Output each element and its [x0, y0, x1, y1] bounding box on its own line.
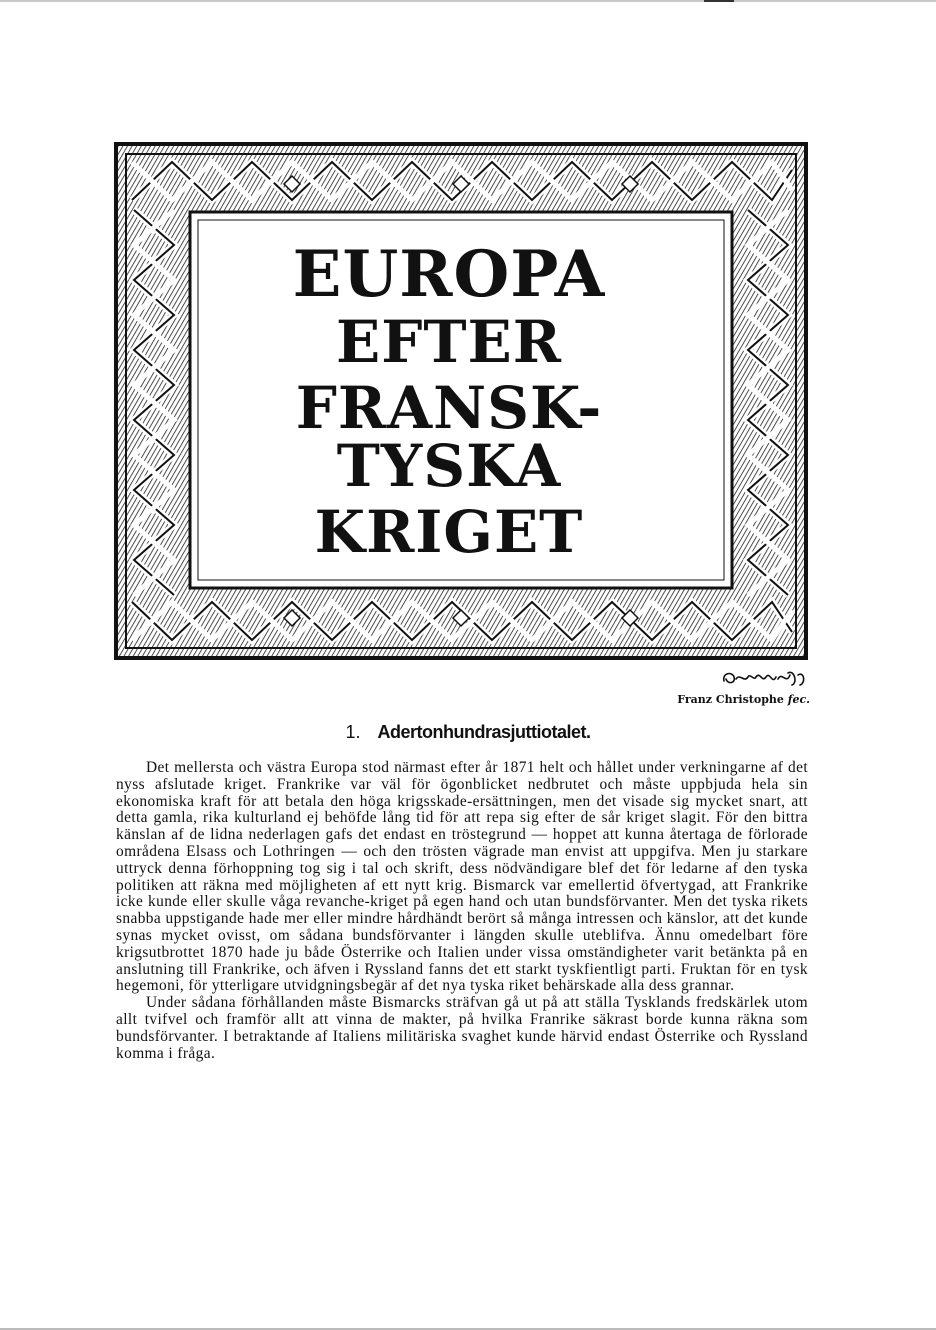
body-text — [116, 760, 808, 1062]
paragraph-1: Det mellersta och västra Europa stod närmast efter år 1871 helt och hållet under verkningarne af det nyss afslutade kriget. Frankrike var väl för ögonblicket nedbrutet och måste uppbjuda hela sin ekonomiska kraft för att betala den höga krigsskade-ersättningen, men det visade sig mycket snart, att detta gamla, rika kulturland ej behöfde lång tid för att repa sig efter de sår kriget slagit. För den bittra känslan af de lidna nederlagen gafs det endast en tröstegrund — hoppet att kunna återtaga de förlorade områdena Elsass och Lothringen — och den trösten vägrade man envist att uppgifva. Men ju starkare uttryck denna förhoppning tog sig i tal och skrift, dess nödvändigare blef det för ledarne af den tyska politiken att räkna med möjligheten af ett nytt krig. Bismarck var emellertid öfvertygad, att Frankrike icke kunde eller skulle våga revanche-kriget på egen hand och utan bundsförvanter. Men det tyska rikets snabba uppstigande hade mer eller mindre hårdhändt berört så många intressen och känslor, att det kunde synas mycket ovisst, om sådana bundsförvanter i längden skulle uteblifva. Ännu omedelbart före krigsutbrottet 1870 hade ju både Österrike och Italien under vissa omständigheter varit betänkta på en anslutning till Frankrike, och äfven i Ryssland fanns det ett starkt tyskfientligt parti. Fruktan för en tysk hegemoni, för ytterligare utvidgningsbegär af det nya tyska riket behärskade alla dess grannar. — [116, 759, 808, 995]
artist-signature — [720, 665, 810, 691]
paragraph-2: Under sådana förhållanden måste Bismarcks sträfvan gå ut på att ställa Tysklands fredskärlek utom allt tvifvel och framför allt att vinna de makter, på hvilka Franrike säkrast borde kunna räkna som bundsförvanter. I betraktande af Italiens militäriska svaghet kunde härvid endast Österrike och Ryssland komma i fråga. — [116, 994, 808, 1062]
credit-fec: fec. — [787, 693, 810, 706]
top-edge-line — [0, 0, 936, 2]
title-block — [194, 215, 704, 585]
title-line-2: EFTER — [336, 308, 562, 376]
chapter-heading — [0, 722, 936, 743]
title-line-1: EUROPA — [292, 237, 606, 312]
illustration-credit — [640, 693, 810, 706]
top-edge-mark — [704, 0, 734, 2]
title-line-4: KRIGET — [314, 498, 584, 566]
title-ornament-frame — [112, 140, 810, 662]
chapter-number: 1. — [345, 722, 361, 742]
credit-name: Franz Christophe — [677, 693, 784, 706]
chapter-title: Adertonhundrasjuttiotalet. — [377, 722, 591, 742]
title-line-3: FRANSK-TYSKA — [295, 374, 603, 500]
